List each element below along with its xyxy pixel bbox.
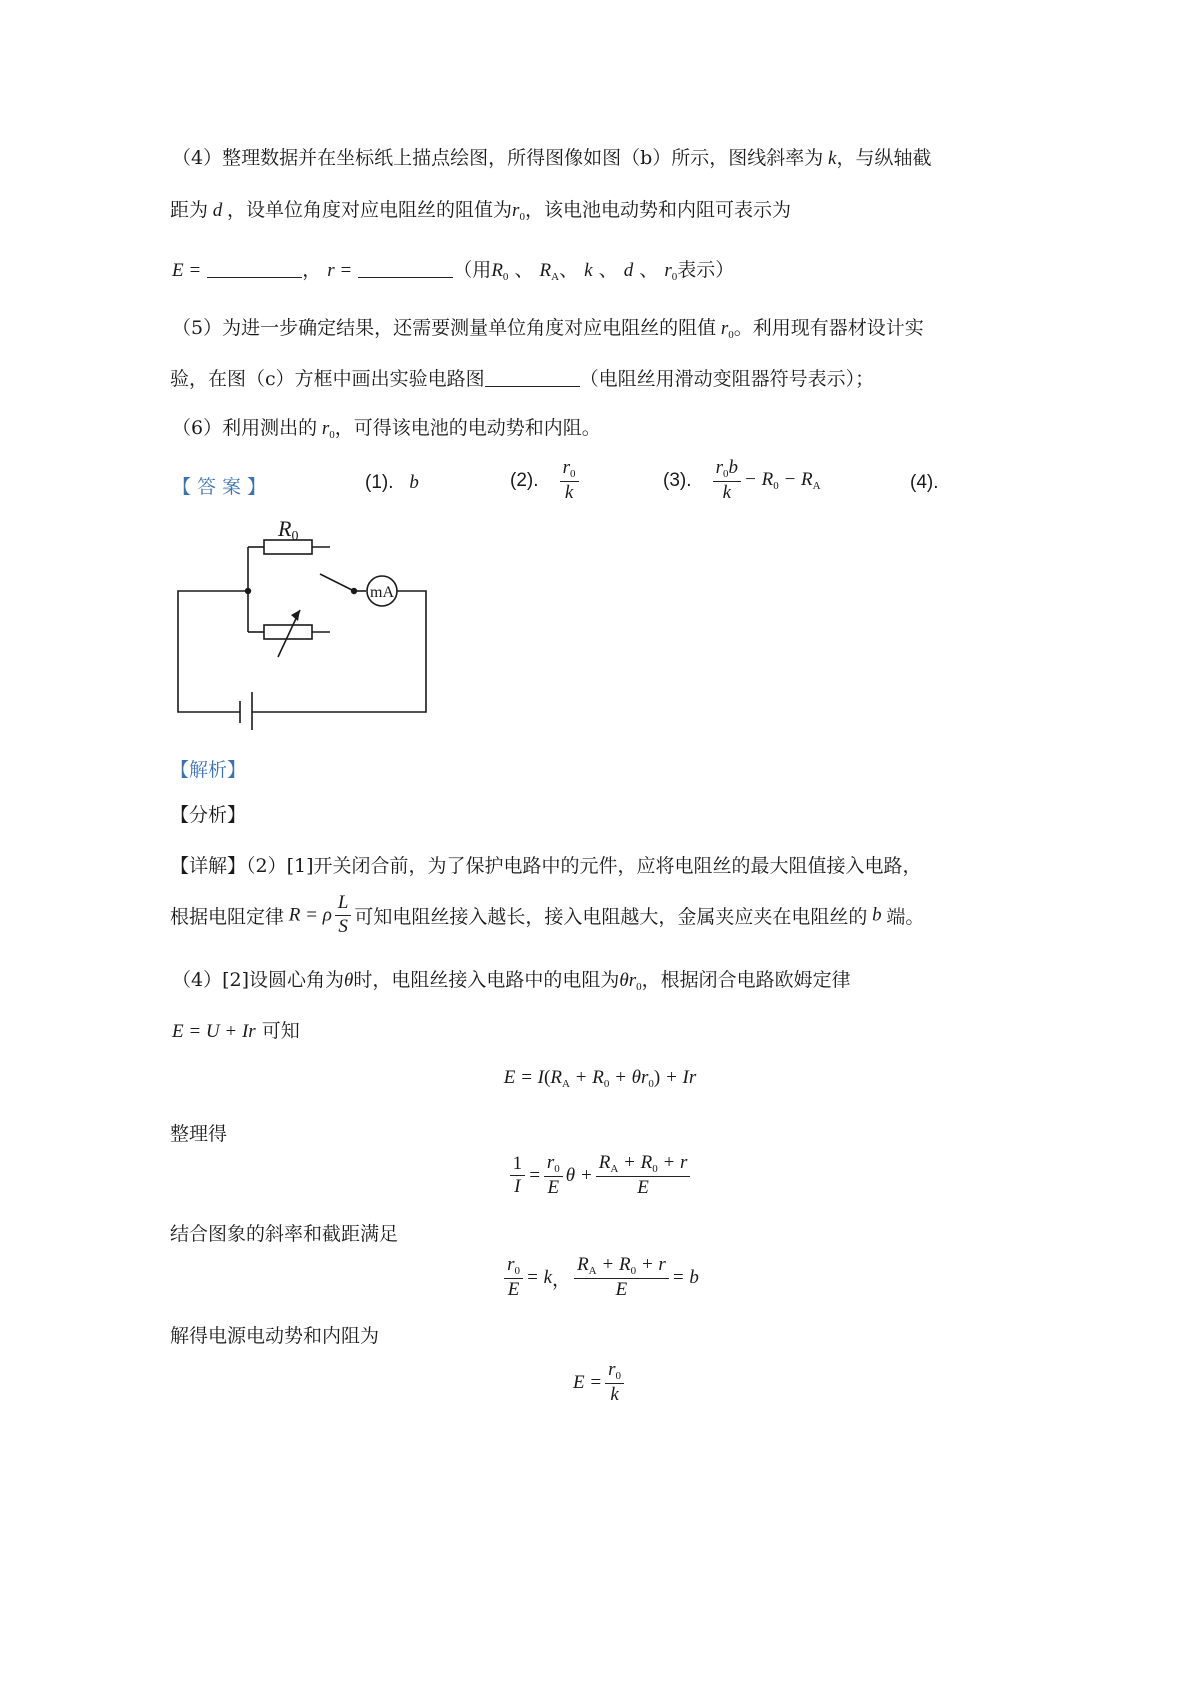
jiehe-text: 结合图象的斜率和截距满足 — [170, 1223, 399, 1245]
q4-line1: （4）整理数据并在坐标纸上描点绘图，所得图像如图（b）所示，图线斜率为 k，与纵轴截 — [172, 147, 932, 169]
junction-dot — [245, 588, 251, 594]
answer-blank-E — [207, 259, 302, 278]
resistor-r0 — [264, 540, 312, 554]
detail-line1: 【详解】（2）[1]开关闭合前，为了保护电路中的元件，应将电阻丝的最大阻值接入电路， — [170, 855, 922, 877]
q5-line2: 验，在图（c）方框中画出实验电路图 （电阻丝用滑动变阻器符号表示）； — [170, 368, 875, 390]
q4-line2: 距为 d ，设单位角度对应电阻丝的阻值为$r_0$，该电池电动势和内阻可表示为 — [170, 199, 791, 223]
switch-pivot — [351, 588, 357, 594]
equation-1: $E = I(R_A + R_0 + \theta r_0) + Ir$ — [503, 1067, 697, 1090]
outer-wire-left — [178, 591, 248, 712]
answer-item3: (3). $\frac{r_0b}{k}$ − $R_0 - R_A$ — [663, 457, 821, 504]
equation-3: $\frac{r_0}{E}$ = k， $\frac{R_A + R_0 + r}{E}$ = b — [0, 1255, 1200, 1301]
meter-label: mA — [370, 584, 394, 601]
answer-blank-r — [358, 259, 453, 278]
zhengli-text: 整理得 — [170, 1123, 228, 1145]
detail-line4: E = U + Ir 可知 — [172, 1020, 300, 1042]
answer-item4: (4). — [910, 472, 939, 493]
jiede-text: 解得电源电动势和内阻为 — [170, 1325, 380, 1347]
q5-line1: （5）为进一步确定结果，还需要测量单位角度对应电阻丝的阻值 $r_0$。利用现有器材设计实 — [172, 317, 924, 341]
detail-line3: （4）[2]设圆心角为θ时，电阻丝接入电路中的电阻为$\theta r_0$，根据闭合电路欧姆定律 — [172, 969, 851, 993]
jiexi-label: 【解析】 — [170, 759, 247, 781]
circuit-diagram — [170, 512, 440, 732]
outer-wire-right — [252, 591, 426, 712]
r0-label: R0 — [278, 516, 299, 544]
fenxi-label: 【分析】 — [170, 804, 247, 826]
answer-item1: (1). b — [365, 472, 419, 493]
q6-line: （6）利用测出的 $r_0$，可得该电池的电动势和内阻。 — [172, 417, 601, 441]
equation-2: $\frac{1}{I}$ = $\frac{r_0}{E}$ θ + $\frac{R_A + R_0 + r}{E}$ — [0, 1153, 1200, 1199]
detail-line2: 根据电阻定律 R = ρ $\frac{L}{S}$ 可知电阻丝接入越长，接入电阻越大，金属夹应夹在电阻丝的 b 端。 — [170, 892, 925, 937]
answer-label: 【答案】 — [172, 476, 273, 498]
answer-blank-circuit — [485, 368, 580, 387]
switch-blade — [320, 574, 354, 591]
q4-line3: E = ， r = （用$R_0$ 、 $R_A$、 k 、 d 、 $r_0$表示） — [172, 259, 735, 283]
answer-item2: (2). $\frac{r_0}{k}$ — [510, 458, 582, 504]
equation-4: E = $\frac{r_0}{k}$ — [0, 1360, 1200, 1406]
